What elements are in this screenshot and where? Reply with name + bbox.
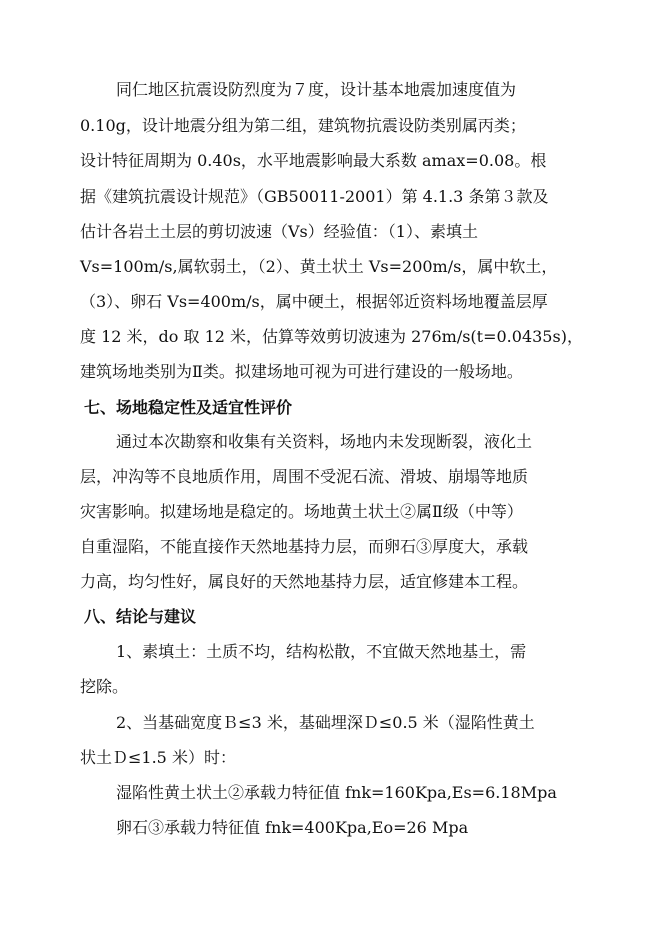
- text-line: 通过本次勘察和收集有关资料，场地内未发现断裂，液化土: [116, 432, 533, 451]
- text-line: Vs=100m/s,属软弱土，（2）、黄土状土 Vs=200m/s，属中软土，: [80, 257, 558, 276]
- text-line: （3）、卵石 Vs=400m/s，属中硬土，根据邻近资料场地覆盖层厚: [80, 292, 548, 311]
- text-line: 建筑场地类别为Ⅱ类。拟建场地可视为可进行建设的一般场地。: [80, 362, 523, 381]
- bearing-capacity-loess: 湿陷性黄土状土②承载力特征值 fnk=160Kpa,Es=6.18Mpa: [116, 783, 557, 802]
- text-line: 设计特征周期为 0.40s，水平地震影响最大系数 amax=0.08。根: [80, 151, 547, 170]
- text-line: 度 12 米，do 取 12 米，估算等效剪切波速为 276m/s(t=0.0435s)，: [80, 327, 583, 346]
- text-line: 力高，均匀性好，属良好的天然地基持力层，适宜修建本工程。: [80, 572, 529, 591]
- text-line: 灾害影响。拟建场地是稳定的。场地黄土状土②属Ⅱ级（中等）: [80, 502, 523, 521]
- text-line: 估计各岩土土层的剪切波速（Vs）经验值：（1）、素填土: [80, 222, 478, 241]
- text-line: 状土Ｄ≤1.5 米）时：: [80, 748, 236, 767]
- bearing-capacity-gravel: 卵石③承载力特征值 fnk=400Kpa,Eo=26 Mpa: [116, 818, 469, 837]
- section-heading-7: 七、场地稳定性及适宜性评价: [84, 398, 293, 417]
- text-line: 挖除。: [80, 677, 129, 696]
- text-line: 同仁地区抗震设防烈度为７度，设计基本地震加速度值为: [116, 80, 517, 99]
- section-heading-8: 八、结论与建议: [84, 607, 197, 626]
- text-line: 0.10g，设计地震分组为第二组，建筑物抗震设防类别属丙类；: [80, 116, 526, 135]
- text-line: 层，冲沟等不良地质作用，周围不受泥石流、滑坡、崩塌等地质: [80, 467, 529, 486]
- text-line: 据《建筑抗震设计规范》（GB50011-2001）第 4.1.3 条第３款及: [80, 187, 549, 206]
- text-line: 1、素填土：土质不均，结构松散，不宜做天然地基土，需: [116, 642, 527, 661]
- text-line: 2、当基础宽度Ｂ≤3 米，基础埋深Ｄ≤0.5 米（湿陷性黄土: [116, 713, 535, 732]
- text-line: 自重湿陷，不能直接作天然地基持力层，而卵石③厚度大，承载: [80, 537, 529, 556]
